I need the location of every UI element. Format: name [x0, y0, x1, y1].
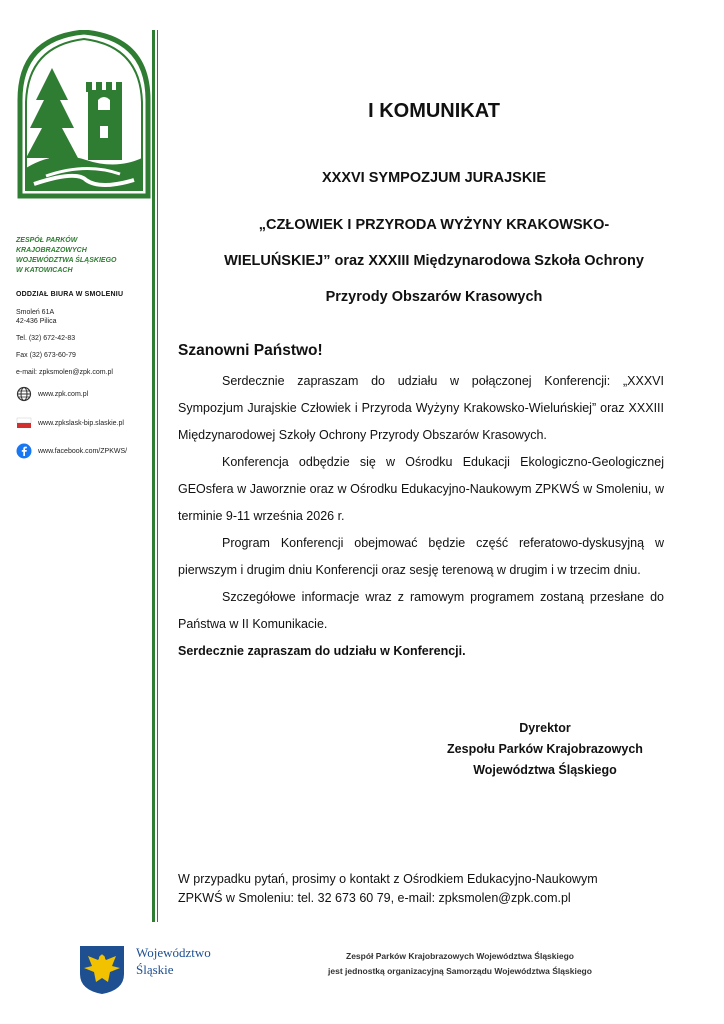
address-line-2: 42-436 Pilica	[16, 318, 57, 325]
park-logo	[16, 30, 152, 200]
organization-name: ZESPÓŁ PARKÓW KRAJOBRAZOWYCH WOJEWÓDZTWA ŚLĄSKIEGO W KATOWICACH	[16, 237, 117, 274]
region-name: Województwo Śląskie	[136, 945, 211, 977]
greeting: Szanowni Państwo!	[178, 342, 323, 359]
website-link[interactable]	[16, 386, 88, 402]
facebook-link[interactable]	[16, 443, 127, 459]
website-link-text: www.zpk.com.pl	[38, 390, 89, 398]
facebook-link-text: www.facebook.com/ZPKWS/	[38, 447, 128, 455]
phone-number: Tel. (32) 672-42-83	[16, 335, 76, 342]
vertical-divider	[152, 30, 155, 922]
facebook-icon	[16, 443, 32, 459]
paragraph: Serdecznie zapraszam do udziału w połączonej Konferencji: „XXXVI Sympozjum Jurajskie Człowiek i Przyroda Wyżyny Krakowsko-Wieluńskiej” oraz XXXIII Międzynarodowej Szkoły Ochrony Przyrody Obszarów Krasowych.	[178, 374, 664, 442]
contact-info: W przypadku pytań, prosimy o kontakt z Ośrodkiem Edukacyjno-Naukowym ZPKWŚ w Smoleniu: tel. 32 673 60 79, e-mail: zpksmolen@zpk.com.pl	[178, 872, 598, 905]
flag-icon	[16, 415, 32, 431]
paragraph: Program Konferencji obejmować będzie część referatowo-dyskusyjną w pierwszym i drugim dniu Konferencji oraz sesję terenową w drugim i w trzecim dniu.	[178, 536, 664, 577]
address-line-1: Smoleń 61A	[16, 309, 55, 316]
silesia-emblem-icon	[78, 944, 126, 996]
closing-line: Serdecznie zapraszam do udziału w Konferencji.	[178, 644, 466, 658]
office-title: ODDZIAŁ BIURA W SMOLENIU	[16, 291, 124, 298]
bip-link[interactable]	[16, 415, 124, 431]
event-subtitle: „CZŁOWIEK I PRZYRODA WYŻYNY KRAKOWSKO- WIELUŃSKIEJ” oraz XXXIII Międzynarodowa Szkoła Ochrony Przyrody Obszarów Krasowych	[224, 217, 644, 305]
email-address[interactable]: e-mail: zpksmolen@zpk.com.pl	[16, 369, 113, 376]
footer-text: Zespół Parków Krajobrazowych Województwa Śląskiego jest jednostką organizacyjną Samorządu Województwa Śląskiego	[328, 951, 592, 976]
letter-body	[178, 368, 664, 665]
signature-block: Dyrektor Zespołu Parków Krajobrazowych Województwa Śląskiego	[447, 721, 643, 777]
vertical-divider-thin	[157, 30, 158, 922]
page-title: I KOMUNIKAT	[368, 100, 500, 122]
paragraph: Szczegółowe informacje wraz z ramowym programem zostaną przesłane do Państwa w II Komunikacie.	[178, 590, 664, 631]
event-title: XXXVI SYMPOZJUM JURAJSKIE	[322, 170, 546, 186]
fax-number: Fax (32) 673-60-79	[16, 352, 76, 359]
globe-icon	[16, 386, 32, 402]
paragraph: Konferencja odbędzie się w Ośrodku Edukacji Ekologiczno-Geologicznej GEOsfera w Jaworznie oraz w Ośrodku Edukacyjno-Naukowym ZPKWŚ w Smoleniu, w terminie 9-11 września 2026 r.	[178, 455, 664, 523]
bip-link-text: www.zpkslask-bip.slaskie.pl	[38, 419, 124, 427]
